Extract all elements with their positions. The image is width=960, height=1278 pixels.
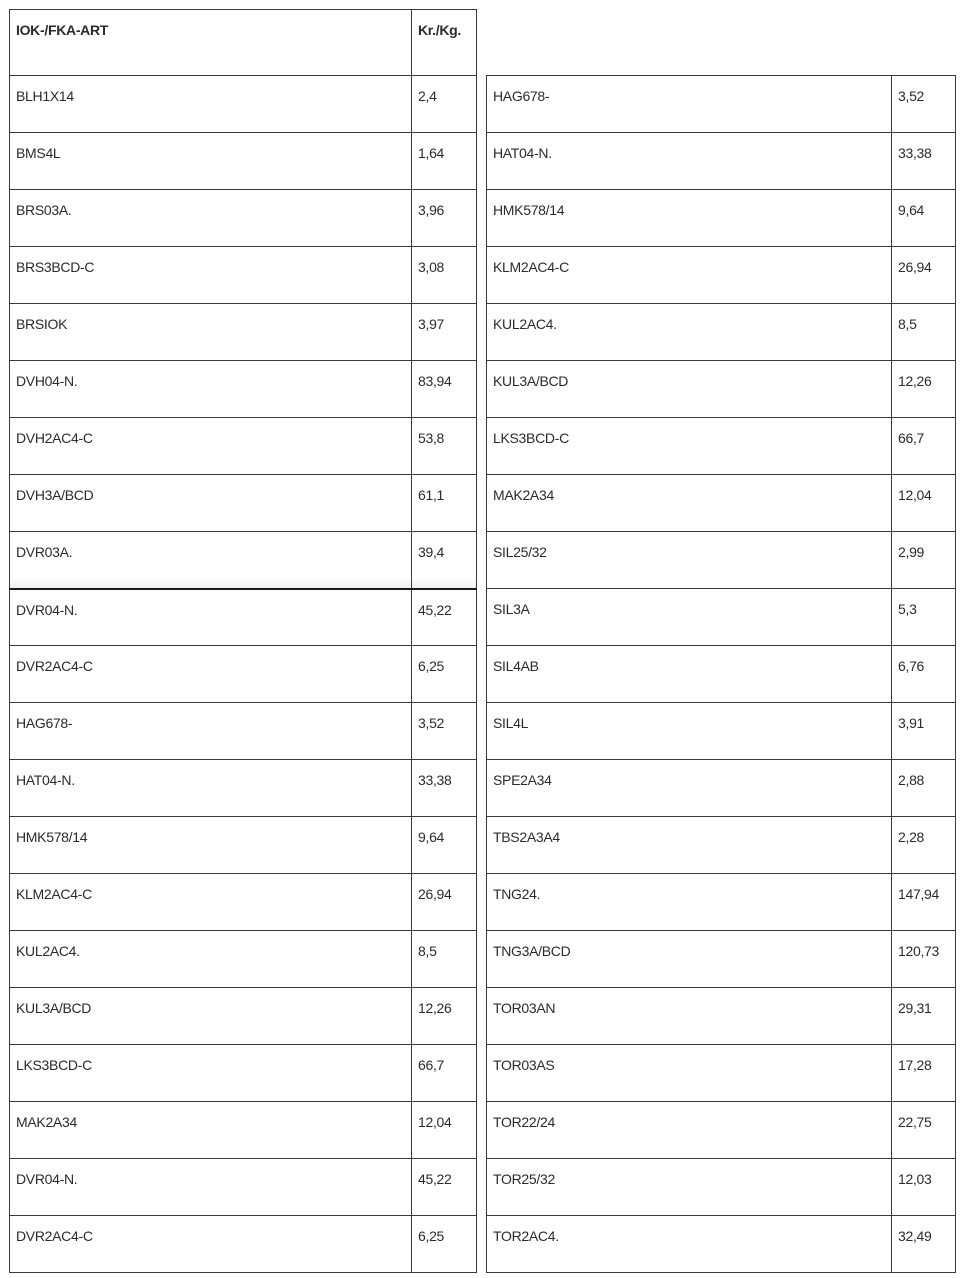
article-code-cell: MAK2A34 (10, 1102, 412, 1159)
price-cell: 9,64 (412, 817, 477, 874)
article-code-cell: DVR2AC4-C (10, 1216, 412, 1273)
price-cell: 3,08 (412, 247, 477, 304)
table-row (10, 133, 477, 190)
table-row (10, 760, 477, 817)
price-cell: 12,04 (892, 475, 956, 532)
price-cell: 8,5 (892, 304, 956, 361)
table-header-row (10, 10, 477, 76)
table-row (487, 1159, 956, 1216)
article-code-cell: HAT04-N. (10, 760, 412, 817)
table-row (487, 760, 956, 817)
price-cell: 12,04 (412, 1102, 477, 1159)
table-row (10, 646, 477, 703)
table-row (487, 1102, 956, 1159)
price-cell: 3,52 (892, 76, 956, 133)
table-row (10, 532, 477, 589)
article-code-cell: KUL2AC4. (487, 304, 892, 361)
article-code-cell: HMK578/14 (10, 817, 412, 874)
table-row (10, 874, 477, 931)
table-row (10, 589, 477, 646)
table-row (487, 1045, 956, 1102)
table-row (487, 589, 956, 646)
article-code-cell: KLM2AC4-C (10, 874, 412, 931)
price-cell: 5,3 (892, 589, 956, 646)
price-cell: 17,28 (892, 1045, 956, 1102)
article-code-cell: SIL4L (487, 703, 892, 760)
table-row (487, 703, 956, 760)
price-cell: 26,94 (412, 874, 477, 931)
price-cell: 45,22 (412, 1159, 477, 1216)
article-code-cell: BRSIOK (10, 304, 412, 361)
article-code-cell: BLH1X14 (10, 76, 412, 133)
article-code-cell: TOR25/32 (487, 1159, 892, 1216)
table-row (10, 1045, 477, 1102)
column-header-price: Kr./Kg. (412, 10, 477, 76)
article-code-cell: SPE2A34 (487, 760, 892, 817)
table-row (10, 1159, 477, 1216)
article-code-cell: HAG678- (487, 76, 892, 133)
price-cell: 12,03 (892, 1159, 956, 1216)
article-code-cell: HAT04-N. (487, 133, 892, 190)
article-code-cell: DVR03A. (10, 532, 412, 589)
table-row (487, 361, 956, 418)
table-row (10, 304, 477, 361)
price-cell: 3,97 (412, 304, 477, 361)
article-code-cell: KLM2AC4-C (487, 247, 892, 304)
table-row (487, 817, 956, 874)
article-code-cell: BMS4L (10, 133, 412, 190)
price-cell: 32,49 (892, 1216, 956, 1273)
table-body-left (10, 76, 477, 1273)
article-code-cell: TOR03AS (487, 1045, 892, 1102)
article-code-cell: DVH2AC4-C (10, 418, 412, 475)
table-row (487, 475, 956, 532)
price-cell: 39,4 (412, 532, 477, 589)
table-row (487, 247, 956, 304)
price-cell: 66,7 (892, 418, 956, 475)
price-cell: 66,7 (412, 1045, 477, 1102)
table-row (487, 76, 956, 133)
table-row (10, 418, 477, 475)
article-code-cell: TNG3A/BCD (487, 931, 892, 988)
table-row (487, 304, 956, 361)
article-code-cell: SIL3A (487, 589, 892, 646)
price-cell: 120,73 (892, 931, 956, 988)
article-code-cell: SIL4AB (487, 646, 892, 703)
article-code-cell: LKS3BCD-C (487, 418, 892, 475)
table-row (10, 190, 477, 247)
price-cell: 33,38 (892, 133, 956, 190)
price-cell: 2,99 (892, 532, 956, 589)
price-cell: 2,88 (892, 760, 956, 817)
article-code-cell: HAG678- (10, 703, 412, 760)
price-cell: 2,28 (892, 817, 956, 874)
price-cell: 6,25 (412, 646, 477, 703)
table-row (487, 190, 956, 247)
table-row (487, 646, 956, 703)
table-row (10, 247, 477, 304)
article-code-cell: MAK2A34 (487, 475, 892, 532)
price-cell: 9,64 (892, 190, 956, 247)
table-row (10, 817, 477, 874)
price-cell: 2,4 (412, 76, 477, 133)
table-row (10, 475, 477, 532)
price-cell: 61,1 (412, 475, 477, 532)
price-table-right (486, 75, 956, 1273)
article-code-cell: DVR04-N. (10, 589, 412, 646)
article-code-cell: DVR2AC4-C (10, 646, 412, 703)
price-cell: 53,8 (412, 418, 477, 475)
price-cell: 12,26 (412, 988, 477, 1045)
table-row (487, 931, 956, 988)
price-cell: 6,76 (892, 646, 956, 703)
price-cell: 26,94 (892, 247, 956, 304)
table-row (487, 133, 956, 190)
table-row (10, 988, 477, 1045)
table-row (487, 874, 956, 931)
price-cell: 3,52 (412, 703, 477, 760)
column-header-article: IOK-/FKA-ART (10, 10, 412, 76)
article-code-cell: DVR04-N. (10, 1159, 412, 1216)
price-cell: 83,94 (412, 361, 477, 418)
article-code-cell: HMK578/14 (487, 190, 892, 247)
article-code-cell: TOR03AN (487, 988, 892, 1045)
price-cell: 8,5 (412, 931, 477, 988)
article-code-cell: BRS03A. (10, 190, 412, 247)
table-row (10, 703, 477, 760)
table-row (487, 418, 956, 475)
price-cell: 33,38 (412, 760, 477, 817)
article-code-cell: DVH3A/BCD (10, 475, 412, 532)
article-code-cell: TOR22/24 (487, 1102, 892, 1159)
table-row (10, 931, 477, 988)
price-cell: 147,94 (892, 874, 956, 931)
article-code-cell: TNG24. (487, 874, 892, 931)
article-code-cell: SIL25/32 (487, 532, 892, 589)
table-row (487, 1216, 956, 1273)
price-cell: 22,75 (892, 1102, 956, 1159)
price-cell: 12,26 (892, 361, 956, 418)
article-code-cell: LKS3BCD-C (10, 1045, 412, 1102)
table-row (10, 76, 477, 133)
article-code-cell: TOR2AC4. (487, 1216, 892, 1273)
price-table-left (9, 9, 477, 1273)
price-cell: 1,64 (412, 133, 477, 190)
table-row (10, 361, 477, 418)
table-row (10, 1216, 477, 1273)
table-body-right (487, 76, 956, 1273)
article-code-cell: KUL3A/BCD (487, 361, 892, 418)
price-cell: 45,22 (412, 589, 477, 646)
table-row (487, 988, 956, 1045)
price-cell: 3,91 (892, 703, 956, 760)
article-code-cell: KUL2AC4. (10, 931, 412, 988)
price-cell: 6,25 (412, 1216, 477, 1273)
article-code-cell: BRS3BCD-C (10, 247, 412, 304)
table-row (10, 1102, 477, 1159)
article-code-cell: TBS2A3A4 (487, 817, 892, 874)
article-code-cell: DVH04-N. (10, 361, 412, 418)
price-cell: 3,96 (412, 190, 477, 247)
table-row (487, 532, 956, 589)
article-code-cell: KUL3A/BCD (10, 988, 412, 1045)
price-cell: 29,31 (892, 988, 956, 1045)
